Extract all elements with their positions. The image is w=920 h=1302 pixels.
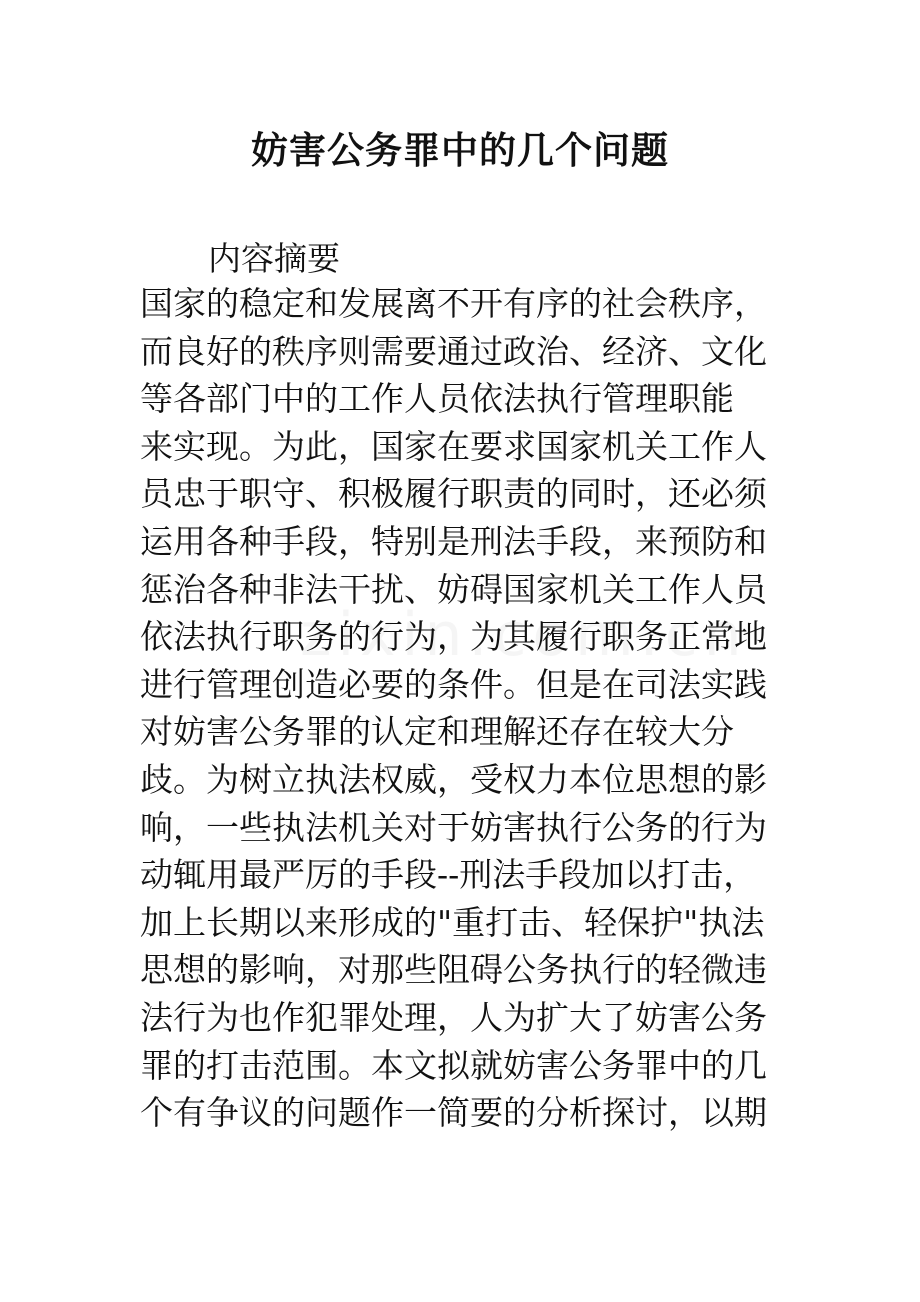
body-line: 来实现。为此，国家在要求国家机关工作人 [140,426,767,466]
body-line: 惩治各种非法干扰、妨碍国家机关工作人员 [140,569,767,609]
body-line: 依法执行职务的行为，为其履行职务正常地 [140,617,767,657]
body-line: 员忠于职守、积极履行职责的同时，还必须 [140,474,767,514]
body-line: 动辄用最严厉的手段--刑法手段加以打击， [140,855,757,895]
body-line: 法行为也作犯罪处理，人为扩大了妨害公务 [140,997,767,1037]
body-line: 加上长期以来形成的"重打击、轻保护"执法 [140,902,765,942]
body-line: 国家的稳定和发展离不开有序的社会秩序， [140,284,767,323]
abstract-body [140,280,800,1137]
body-line: 运用各种手段，特别是刑法手段，来预防和 [140,521,767,561]
body-line: 而良好的秩序则需要通过政治、经济、文化 [140,331,767,371]
body-line: 响，一些执法机关对于妨害执行公务的行为 [140,807,767,847]
body-line: 对妨害公务罪的认定和理解还存在较大分 [140,712,734,752]
body-line: 个有争议的问题作一简要的分析探讨，以期 [140,1093,767,1133]
abstract-heading: 内容摘要 [208,239,340,278]
body-line: 思想的影响，对那些阻碍公务执行的轻微违 [140,950,767,990]
body-line: 进行管理创造必要的条件。但是在司法实践 [140,664,767,704]
body-line: 歧。为树立执法权威，受权力本位思想的影 [140,759,767,799]
document-title: 妨害公务罪中的几个问题 [251,128,669,172]
body-line: 罪的打击范围。本文拟就妨害公务罪中的几 [140,1045,767,1085]
body-line: 等各部门中的工作人员依法执行管理职能 [140,379,734,419]
